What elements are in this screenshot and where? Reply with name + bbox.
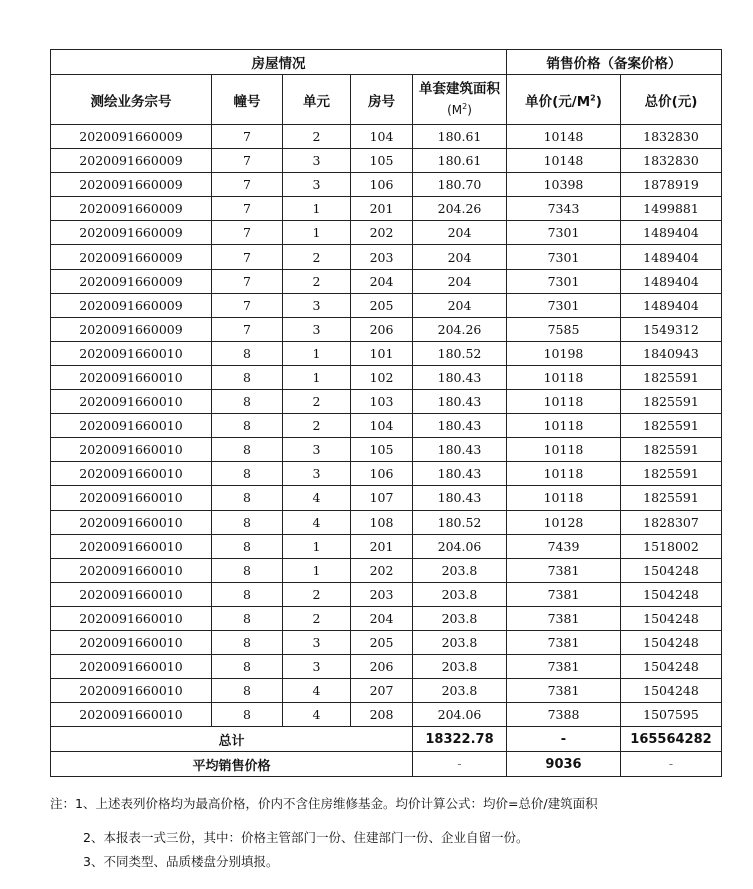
area-cell: 180.43 [413, 414, 507, 438]
area-cell: 204 [413, 269, 507, 293]
building-cell: 8 [212, 390, 283, 414]
building-cell: 7 [212, 317, 283, 341]
unit-price-cell: 7381 [507, 582, 621, 606]
building-cell: 7 [212, 293, 283, 317]
area-cell: 203.8 [413, 582, 507, 606]
area-cell: 180.52 [413, 341, 507, 365]
area-cell: 203.8 [413, 679, 507, 703]
unit-cell: 2 [283, 414, 351, 438]
table-row [51, 486, 722, 510]
room-cell: 107 [351, 486, 413, 510]
unit-price-cell: 7381 [507, 558, 621, 582]
note-3: 3、不同类型、品质楼盘分别填报。 [83, 854, 279, 869]
area-cell: 204 [413, 221, 507, 245]
unit-price-cell: 7388 [507, 703, 621, 727]
building-cell: 8 [212, 582, 283, 606]
table-row [51, 125, 722, 149]
room-cell: 205 [351, 293, 413, 317]
unit-price-cell: 7301 [507, 269, 621, 293]
note-2: 2、本报表一式三份，其中：价格主管部门一份、住建部门一份、企业自留一份。 [83, 830, 529, 845]
room-cell: 105 [351, 149, 413, 173]
unit-price-cell: 10118 [507, 414, 621, 438]
total-price-cell: 1825591 [621, 390, 722, 414]
room-cell: 105 [351, 438, 413, 462]
table-row [51, 197, 722, 221]
room-cell: 204 [351, 269, 413, 293]
building-cell: 7 [212, 125, 283, 149]
building-cell: 8 [212, 510, 283, 534]
survey-no-cell: 2020091660010 [51, 534, 212, 558]
col-header-building: 幢号 [212, 75, 283, 125]
survey-no-cell: 2020091660010 [51, 703, 212, 727]
average-unit-price: 9036 [507, 752, 621, 777]
unit-price-cell: 7439 [507, 534, 621, 558]
total-price-cell: 1507595 [621, 703, 722, 727]
total-price-cell: 1832830 [621, 149, 722, 173]
total-price-cell: 1825591 [621, 462, 722, 486]
table-row [51, 534, 722, 558]
room-cell: 104 [351, 414, 413, 438]
survey-no-cell: 2020091660010 [51, 630, 212, 654]
table-row [51, 558, 722, 582]
unit-cell: 1 [283, 341, 351, 365]
room-cell: 103 [351, 390, 413, 414]
unit-price-cell: 10118 [507, 390, 621, 414]
area-cell: 204.06 [413, 534, 507, 558]
unit-price-cell: 10198 [507, 341, 621, 365]
survey-no-cell: 2020091660010 [51, 655, 212, 679]
room-cell: 108 [351, 510, 413, 534]
building-cell: 7 [212, 149, 283, 173]
table-row [51, 462, 722, 486]
room-cell: 204 [351, 606, 413, 630]
unit-price-cell: 10118 [507, 462, 621, 486]
survey-no-cell: 2020091660009 [51, 317, 212, 341]
survey-no-cell: 2020091660010 [51, 679, 212, 703]
unit-price-cell: 10118 [507, 438, 621, 462]
total-price-cell: 1489404 [621, 269, 722, 293]
area-cell: 203.8 [413, 655, 507, 679]
survey-no-cell: 2020091660010 [51, 606, 212, 630]
building-cell: 7 [212, 269, 283, 293]
unit-cell: 3 [283, 293, 351, 317]
unit-price-cell: 7381 [507, 679, 621, 703]
unit-cell: 2 [283, 390, 351, 414]
survey-no-cell: 2020091660009 [51, 269, 212, 293]
room-cell: 203 [351, 245, 413, 269]
room-cell: 104 [351, 125, 413, 149]
total-price-cell: 1828307 [621, 510, 722, 534]
total-price-cell: 1840943 [621, 341, 722, 365]
table-row [51, 221, 722, 245]
area-cell: 180.61 [413, 149, 507, 173]
room-cell: 208 [351, 703, 413, 727]
total-price-cell: 1504248 [621, 630, 722, 654]
unit-price-prefix: 单价(元/ [525, 93, 577, 110]
survey-no-cell: 2020091660010 [51, 341, 212, 365]
building-cell: 7 [212, 197, 283, 221]
total-unit-price: - [507, 727, 621, 752]
table-row [51, 390, 722, 414]
unit-cell: 4 [283, 486, 351, 510]
table-row [51, 606, 722, 630]
unit-price-cell: 10148 [507, 125, 621, 149]
area-cell: 180.43 [413, 438, 507, 462]
building-cell: 8 [212, 679, 283, 703]
unit-price-cell: 7381 [507, 606, 621, 630]
building-cell: 8 [212, 655, 283, 679]
unit-cell: 1 [283, 365, 351, 389]
unit-price-base: M [576, 93, 591, 110]
average-row [51, 752, 722, 777]
area-cell: 204.26 [413, 317, 507, 341]
total-price-cell: 1504248 [621, 558, 722, 582]
survey-no-cell: 2020091660009 [51, 149, 212, 173]
survey-no-cell: 2020091660010 [51, 462, 212, 486]
unit-cell: 2 [283, 606, 351, 630]
table-row [51, 414, 722, 438]
area-cell: 180.70 [413, 173, 507, 197]
unit-price-cell: 10148 [507, 149, 621, 173]
building-cell: 8 [212, 462, 283, 486]
building-cell: 8 [212, 438, 283, 462]
total-price-cell: 1504248 [621, 582, 722, 606]
building-cell: 8 [212, 365, 283, 389]
survey-no-cell: 2020091660010 [51, 438, 212, 462]
area-cell: 180.43 [413, 486, 507, 510]
table-body [51, 125, 722, 727]
room-cell: 201 [351, 197, 413, 221]
unit-price-exp: 2 [590, 93, 596, 102]
table-row [51, 582, 722, 606]
building-cell: 8 [212, 703, 283, 727]
unit-price-cell: 7585 [507, 317, 621, 341]
room-cell: 101 [351, 341, 413, 365]
unit-cell: 2 [283, 125, 351, 149]
col-header-unit: 单元 [283, 75, 351, 125]
total-price-cell: 1825591 [621, 438, 722, 462]
area-cell: 180.43 [413, 365, 507, 389]
table-row [51, 438, 722, 462]
survey-no-cell: 2020091660009 [51, 125, 212, 149]
area-cell: 204.26 [413, 197, 507, 221]
survey-no-cell: 2020091660010 [51, 510, 212, 534]
unit-cell: 2 [283, 269, 351, 293]
building-cell: 8 [212, 486, 283, 510]
table-row [51, 510, 722, 534]
unit-cell: 4 [283, 679, 351, 703]
unit-price-cell: 7343 [507, 197, 621, 221]
unit-cell: 3 [283, 462, 351, 486]
unit-price-cell: 7301 [507, 245, 621, 269]
unit-cell: 1 [283, 197, 351, 221]
total-price-cell: 1504248 [621, 606, 722, 630]
col-header-room: 房号 [351, 75, 413, 125]
table-row [51, 630, 722, 654]
total-price-cell: 1518002 [621, 534, 722, 558]
unit-cell: 3 [283, 438, 351, 462]
col-header-total-price: 总价(元) [621, 75, 722, 125]
unit-cell: 3 [283, 149, 351, 173]
unit-price-cell: 7301 [507, 293, 621, 317]
area-unit-base: M [451, 102, 463, 117]
table-row [51, 365, 722, 389]
area-cell: 203.8 [413, 630, 507, 654]
area-unit-exp: 2 [462, 101, 468, 111]
area-cell: 204 [413, 293, 507, 317]
table-row [51, 293, 722, 317]
unit-cell: 2 [283, 582, 351, 606]
total-area: 18322.78 [413, 727, 507, 752]
average-area: - [413, 752, 507, 777]
unit-cell: 4 [283, 703, 351, 727]
room-cell: 202 [351, 558, 413, 582]
total-price-cell: 1499881 [621, 197, 722, 221]
unit-price-cell: 7301 [507, 221, 621, 245]
room-cell: 207 [351, 679, 413, 703]
area-cell: 180.43 [413, 462, 507, 486]
col-header-area-label: 单套建筑面积 [419, 80, 500, 97]
survey-no-cell: 2020091660010 [51, 582, 212, 606]
average-label: 平均销售价格 [51, 752, 413, 777]
unit-price-cell: 10118 [507, 365, 621, 389]
total-price-cell: 1504248 [621, 679, 722, 703]
unit-price-cell: 10128 [507, 510, 621, 534]
unit-cell: 3 [283, 317, 351, 341]
total-price-cell: 1504248 [621, 655, 722, 679]
building-cell: 8 [212, 606, 283, 630]
group-header-house-info: 房屋情况 [51, 50, 507, 75]
total-price-cell: 1549312 [621, 317, 722, 341]
total-price-cell: 1489404 [621, 245, 722, 269]
table-row [51, 269, 722, 293]
survey-no-cell: 2020091660010 [51, 414, 212, 438]
total-price-cell: 1489404 [621, 221, 722, 245]
total-price-cell: 1878919 [621, 173, 722, 197]
note-1: 注：1、上述表列价格均为最高价格，价内不含住房维修基金。均价计算公式：均价=总价/建筑面积 [50, 796, 598, 811]
room-cell: 201 [351, 534, 413, 558]
room-cell: 102 [351, 365, 413, 389]
building-cell: 7 [212, 245, 283, 269]
area-cell: 180.43 [413, 390, 507, 414]
unit-cell: 1 [283, 221, 351, 245]
table-row [51, 149, 722, 173]
table-row [51, 317, 722, 341]
area-cell: 204 [413, 245, 507, 269]
total-label: 总计 [51, 727, 413, 752]
table-row [51, 341, 722, 365]
area-cell: 203.8 [413, 558, 507, 582]
building-cell: 8 [212, 341, 283, 365]
unit-cell: 2 [283, 245, 351, 269]
unit-price-suffix: ) [595, 93, 602, 110]
table-row [51, 173, 722, 197]
building-cell: 8 [212, 534, 283, 558]
area-cell: 180.61 [413, 125, 507, 149]
building-cell: 7 [212, 221, 283, 245]
room-cell: 206 [351, 317, 413, 341]
unit-cell: 3 [283, 173, 351, 197]
area-cell: 204.06 [413, 703, 507, 727]
table-row [51, 245, 722, 269]
unit-cell: 1 [283, 534, 351, 558]
average-total-price: - [621, 752, 722, 777]
survey-no-cell: 2020091660009 [51, 245, 212, 269]
room-cell: 202 [351, 221, 413, 245]
survey-no-cell: 2020091660010 [51, 390, 212, 414]
unit-cell: 4 [283, 510, 351, 534]
survey-no-cell: 2020091660010 [51, 558, 212, 582]
total-price-cell: 1825591 [621, 414, 722, 438]
table-row [51, 703, 722, 727]
unit-price-cell: 10118 [507, 486, 621, 510]
total-price-cell: 1832830 [621, 125, 722, 149]
unit-price-cell: 7381 [507, 630, 621, 654]
total-price: 165564282 [621, 727, 722, 752]
table-row [51, 655, 722, 679]
group-header-sale-price: 销售价格（备案价格） [507, 50, 722, 75]
building-cell: 8 [212, 630, 283, 654]
unit-cell: 1 [283, 558, 351, 582]
price-filing-table [50, 49, 722, 777]
unit-price-cell: 7381 [507, 655, 621, 679]
unit-cell: 3 [283, 655, 351, 679]
room-cell: 206 [351, 655, 413, 679]
building-cell: 8 [212, 414, 283, 438]
unit-cell: 3 [283, 630, 351, 654]
total-price-cell: 1825591 [621, 365, 722, 389]
room-cell: 203 [351, 582, 413, 606]
building-cell: 7 [212, 173, 283, 197]
survey-no-cell: 2020091660010 [51, 486, 212, 510]
survey-no-cell: 2020091660009 [51, 221, 212, 245]
survey-no-cell: 2020091660009 [51, 293, 212, 317]
total-price-cell: 1489404 [621, 293, 722, 317]
survey-no-cell: 2020091660009 [51, 197, 212, 221]
room-cell: 106 [351, 173, 413, 197]
total-price-cell: 1825591 [621, 486, 722, 510]
area-cell: 180.52 [413, 510, 507, 534]
total-row [51, 727, 722, 752]
building-cell: 8 [212, 558, 283, 582]
col-header-unit-price [507, 75, 621, 125]
table-row [51, 679, 722, 703]
col-header-survey-no: 测绘业务宗号 [51, 75, 212, 125]
unit-price-cell: 10398 [507, 173, 621, 197]
col-header-area: 单套建筑面积 $(M^2)$ [413, 75, 507, 125]
survey-no-cell: 2020091660010 [51, 365, 212, 389]
room-cell: 205 [351, 630, 413, 654]
area-cell: 203.8 [413, 606, 507, 630]
room-cell: 106 [351, 462, 413, 486]
survey-no-cell: 2020091660009 [51, 173, 212, 197]
